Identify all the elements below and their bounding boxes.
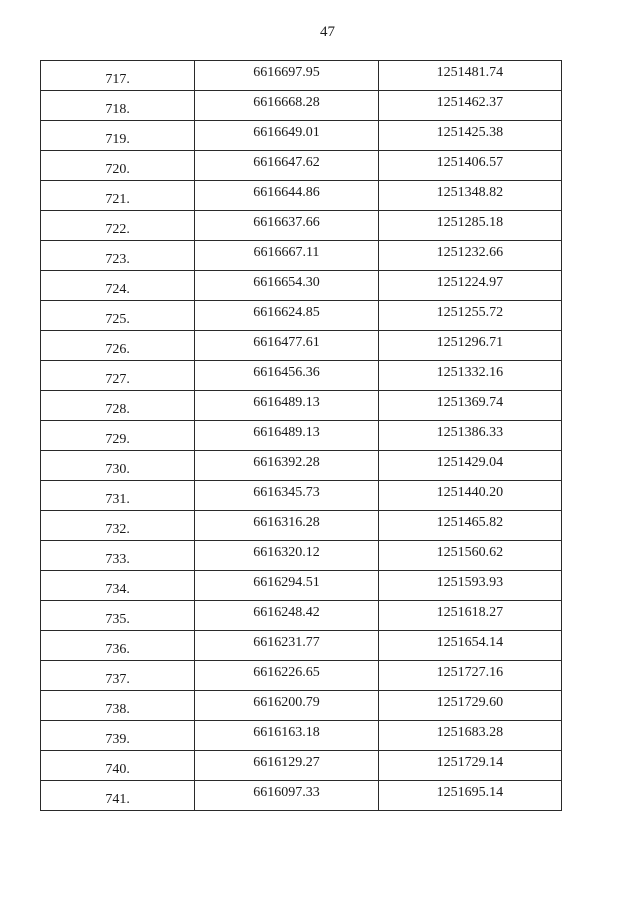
x-coordinate-cell: 6616637.66 <box>195 211 378 241</box>
table-row <box>41 421 562 451</box>
x-coordinate-cell: 6616477.61 <box>195 331 378 361</box>
point-number-cell: 733. <box>41 541 195 571</box>
table-row <box>41 361 562 391</box>
point-number-cell: 729. <box>41 421 195 451</box>
table-row <box>41 481 562 511</box>
table-row <box>41 571 562 601</box>
x-coordinate-cell: 6616489.13 <box>195 391 378 421</box>
y-coordinate-cell: 1251481.74 <box>378 61 561 91</box>
point-number-cell: 735. <box>41 601 195 631</box>
table-row <box>41 451 562 481</box>
table-row <box>41 301 562 331</box>
x-coordinate-cell: 6616649.01 <box>195 121 378 151</box>
x-coordinate-cell: 6616697.95 <box>195 61 378 91</box>
x-coordinate-cell: 6616456.36 <box>195 361 378 391</box>
y-coordinate-cell: 1251618.27 <box>378 601 561 631</box>
x-coordinate-cell: 6616654.30 <box>195 271 378 301</box>
x-coordinate-cell: 6616294.51 <box>195 571 378 601</box>
point-number-cell: 730. <box>41 451 195 481</box>
y-coordinate-cell: 1251729.14 <box>378 751 561 781</box>
x-coordinate-cell: 6616248.42 <box>195 601 378 631</box>
x-coordinate-cell: 6616316.28 <box>195 511 378 541</box>
y-coordinate-cell: 1251593.93 <box>378 571 561 601</box>
x-coordinate-cell: 6616129.27 <box>195 751 378 781</box>
point-number-cell: 721. <box>41 181 195 211</box>
table-row <box>41 331 562 361</box>
y-coordinate-cell: 1251255.72 <box>378 301 561 331</box>
table-row <box>41 661 562 691</box>
table-row <box>41 211 562 241</box>
y-coordinate-cell: 1251386.33 <box>378 421 561 451</box>
table-row <box>41 781 562 811</box>
y-coordinate-cell: 1251369.74 <box>378 391 561 421</box>
point-number-cell: 720. <box>41 151 195 181</box>
y-coordinate-cell: 1251348.82 <box>378 181 561 211</box>
y-coordinate-cell: 1251425.38 <box>378 121 561 151</box>
point-number-cell: 736. <box>41 631 195 661</box>
point-number-cell: 719. <box>41 121 195 151</box>
y-coordinate-cell: 1251224.97 <box>378 271 561 301</box>
table-row <box>41 691 562 721</box>
x-coordinate-cell: 6616097.33 <box>195 781 378 811</box>
x-coordinate-cell: 6616489.13 <box>195 421 378 451</box>
y-coordinate-cell: 1251332.16 <box>378 361 561 391</box>
page-number: 47 <box>320 24 335 40</box>
table-row <box>41 271 562 301</box>
point-number-cell: 731. <box>41 481 195 511</box>
coordinates-table-body <box>41 61 562 811</box>
point-number-cell: 726. <box>41 331 195 361</box>
table-row <box>41 511 562 541</box>
table-row <box>41 181 562 211</box>
point-number-cell: 732. <box>41 511 195 541</box>
point-number-cell: 724. <box>41 271 195 301</box>
point-number-cell: 740. <box>41 751 195 781</box>
x-coordinate-cell: 6616392.28 <box>195 451 378 481</box>
y-coordinate-cell: 1251296.71 <box>378 331 561 361</box>
x-coordinate-cell: 6616163.18 <box>195 721 378 751</box>
table-row <box>41 151 562 181</box>
x-coordinate-cell: 6616644.86 <box>195 181 378 211</box>
y-coordinate-cell: 1251695.14 <box>378 781 561 811</box>
y-coordinate-cell: 1251429.04 <box>378 451 561 481</box>
y-coordinate-cell: 1251729.60 <box>378 691 561 721</box>
point-number-cell: 734. <box>41 571 195 601</box>
table-row <box>41 61 562 91</box>
y-coordinate-cell: 1251465.82 <box>378 511 561 541</box>
y-coordinate-cell: 1251560.62 <box>378 541 561 571</box>
table-row <box>41 121 562 151</box>
table-row <box>41 391 562 421</box>
y-coordinate-cell: 1251727.16 <box>378 661 561 691</box>
point-number-cell: 737. <box>41 661 195 691</box>
x-coordinate-cell: 6616320.12 <box>195 541 378 571</box>
point-number-cell: 723. <box>41 241 195 271</box>
point-number-cell: 727. <box>41 361 195 391</box>
x-coordinate-cell: 6616345.73 <box>195 481 378 511</box>
point-number-cell: 741. <box>41 781 195 811</box>
point-number-cell: 728. <box>41 391 195 421</box>
x-coordinate-cell: 6616624.85 <box>195 301 378 331</box>
y-coordinate-cell: 1251285.18 <box>378 211 561 241</box>
table-row <box>41 751 562 781</box>
point-number-cell: 717. <box>41 61 195 91</box>
point-number-cell: 739. <box>41 721 195 751</box>
x-coordinate-cell: 6616231.77 <box>195 631 378 661</box>
table-row <box>41 241 562 271</box>
point-number-cell: 738. <box>41 691 195 721</box>
x-coordinate-cell: 6616226.65 <box>195 661 378 691</box>
x-coordinate-cell: 6616668.28 <box>195 91 378 121</box>
table-row <box>41 91 562 121</box>
x-coordinate-cell: 6616647.62 <box>195 151 378 181</box>
table-row <box>41 541 562 571</box>
table-row <box>41 601 562 631</box>
y-coordinate-cell: 1251406.57 <box>378 151 561 181</box>
point-number-cell: 725. <box>41 301 195 331</box>
table-row <box>41 721 562 751</box>
coordinates-table <box>40 60 562 811</box>
y-coordinate-cell: 1251654.14 <box>378 631 561 661</box>
y-coordinate-cell: 1251232.66 <box>378 241 561 271</box>
point-number-cell: 722. <box>41 211 195 241</box>
x-coordinate-cell: 6616667.11 <box>195 241 378 271</box>
y-coordinate-cell: 1251683.28 <box>378 721 561 751</box>
table-row <box>41 631 562 661</box>
y-coordinate-cell: 1251462.37 <box>378 91 561 121</box>
point-number-cell: 718. <box>41 91 195 121</box>
x-coordinate-cell: 6616200.79 <box>195 691 378 721</box>
y-coordinate-cell: 1251440.20 <box>378 481 561 511</box>
